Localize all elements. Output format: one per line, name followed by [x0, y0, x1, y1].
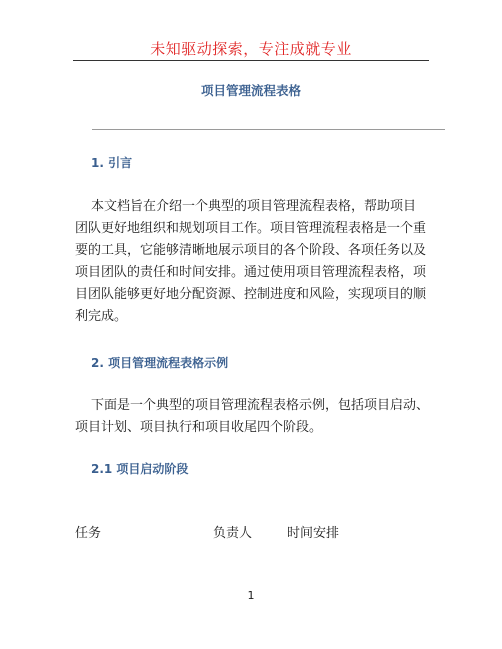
table-header-task: 任务 [75, 526, 102, 541]
paragraph-line: 下面是一个典型的项目管理流程表格示例，包括项目启动、 [91, 398, 430, 413]
table-header-owner: 负责人 [213, 526, 253, 541]
paragraph-line: 目团队能够更好地分配资源、控制进度和风险，实现项目的顺 [75, 287, 427, 302]
page-number: 1 [247, 589, 255, 602]
page-header: 未知驱动探索，专注成就专业 [150, 40, 352, 58]
paragraph-line: 项目计划、项目执行和项目收尾四个阶段。 [75, 420, 323, 435]
title-divider [92, 129, 445, 130]
table-header-row [75, 522, 445, 540]
paragraph-line: 本文档旨在介绍一个典型的项目管理流程表格，帮助项目 [91, 199, 417, 214]
paragraph-line: 项目团队的责任和时间安排。通过使用项目管理流程表格，项 [75, 265, 427, 280]
paragraph-line: 利完成。 [75, 309, 128, 324]
paragraph-line: 要的工具，它能够清晰地展示项目的各个阶段、各项任务以及 [75, 243, 427, 258]
section-heading-initiation: 2.1 项目启动阶段 [91, 462, 189, 476]
section-paragraph-example [75, 395, 445, 439]
section-heading-example: 2. 项目管理流程表格示例 [91, 356, 229, 370]
paragraph-line: 团队更好地组织和规划项目工作。项目管理流程表格是一个重 [75, 221, 427, 236]
section-paragraph-introduction [75, 196, 445, 328]
table-header-schedule: 时间安排 [287, 526, 340, 541]
document-title: 项目管理流程表格 [200, 83, 301, 98]
section-heading-introduction: 1. 引言 [91, 156, 133, 170]
header-divider [73, 60, 429, 61]
